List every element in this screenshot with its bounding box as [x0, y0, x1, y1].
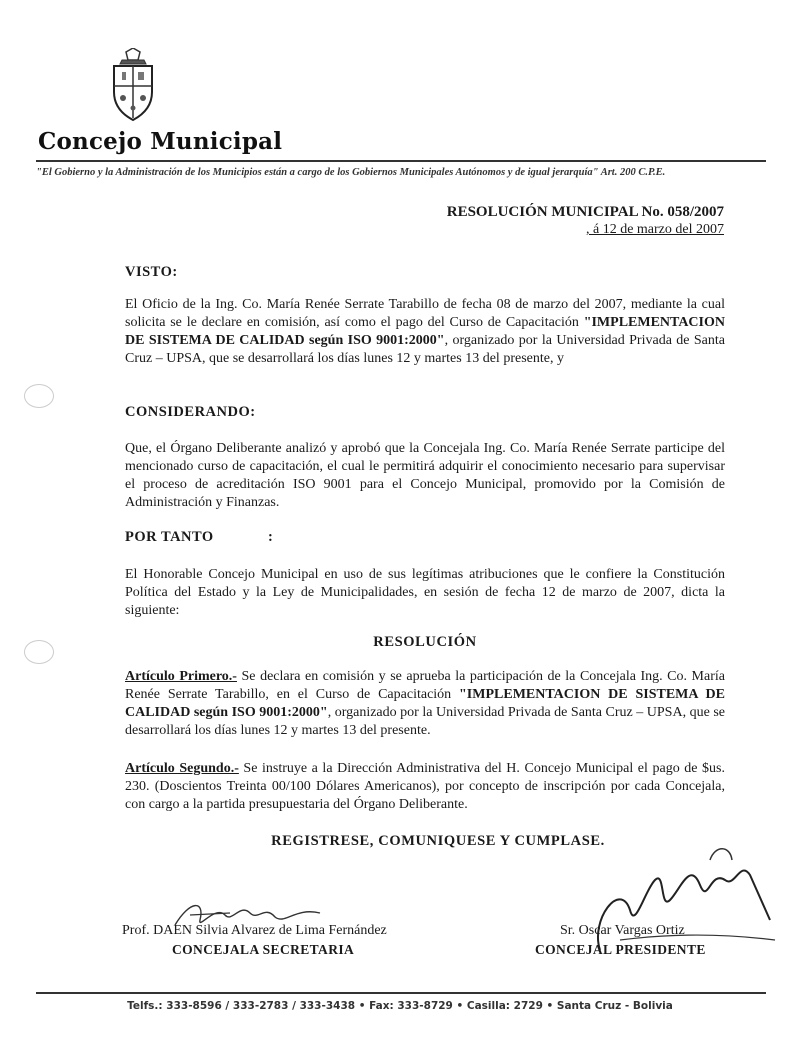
resolution-date: , á 12 de marzo del 2007: [585, 222, 724, 237]
header-divider: [36, 160, 766, 162]
articulo-segundo-text: Se instruye a la Dirección Administrativa del H. Concejo Municipal el pago de $us. 230. (Doscientos Treinta 00/100 Dólares Americanos), por concepto de inscripción por cada Concejala, con cargo a la partida presupuestaria del Órgano Deliberante.: [125, 761, 725, 812]
visto-paragraph: [125, 296, 725, 368]
articulo-primero-course-title: "IMPLEMENTACION DE SISTEMA DE CALIDAD según ISO 9001:2000": [125, 687, 726, 720]
signatory-right-title: CONCEJAL PRESIDENTE: [535, 942, 706, 957]
signatory-left-title: CONCEJALA SECRETARIA: [172, 942, 355, 957]
por-tanto-paragraph: El Honorable Concejo Municipal en uso de sus legítimas atribuciones que le confiere la Constitución Política del Estado y la Ley de Municipalidades, en sesión de fecha 12 de marzo de 2007, dicta la siguiente:: [125, 567, 725, 618]
signatory-right-name: Sr. Oscar Vargas Ortiz: [560, 923, 685, 938]
articulo-segundo: [125, 760, 725, 814]
footer-divider: [36, 992, 766, 994]
visto-heading: VISTO:: [125, 264, 178, 280]
punch-hole: [24, 384, 54, 408]
articulo-segundo-label: Artículo Segundo.-: [125, 761, 239, 776]
footer-contact: Telfs.: 333-8596 / 333-2783 / 333-3438 • Fax: 333-8729 • Casilla: 2729 • Santa Cruz - Bolivia: [127, 1000, 673, 1012]
closing-formula: REGISTRESE, COMUNIQUESE Y CUMPLASE.: [271, 833, 605, 849]
visto-text-1: El Oficio de la Ing. Co. María Renée Serrate Tarabillo de fecha 08 de marzo del 2007, mediante la cual solicita se le declare en comisión, así como el pago del Curso de Capacitación: [125, 297, 725, 330]
header-motto: "El Gobierno y la Administración de los Municipios están a cargo de los Gobiernos Municipales Autónomos y de igual jerarquía" Art. 200 C.P.E.: [36, 167, 666, 178]
signatory-left-name: Prof. DAEN Silvia Alvarez de Lima Fernández: [122, 923, 387, 938]
articulo-primero-text-1: Se declara en comisión y se aprueba la participación de la Concejala Ing. Co. María Renée Serrate Tarabillo, en el Curso de Capacitación: [125, 669, 725, 702]
resolution-number: RESOLUCIÓN MUNICIPAL No. 058/2007: [446, 204, 724, 220]
org-name: Concejo Municipal: [38, 128, 283, 155]
visto-text-2: , organizado por la Universidad Privada de Santa Cruz – UPSA, que se desarrollará los días lunes 12 y martes 13 del presente, y: [125, 333, 726, 366]
por-tanto-colon: :: [268, 529, 274, 545]
considerando-paragraph: Que, el Órgano Deliberante analizó y aprobó que la Concejala Ing. Co. María Renée Serrate participe del mencionado curso de capacitación, el cual le permitirá adquirir el conocimiento necesario para supervisar el proceso de acreditación ISO 9001 para el Concejo Municipal, promovido por la Comisión de Administración y Finanzas.: [125, 441, 725, 510]
por-tanto-heading: POR TANTO: [125, 529, 214, 545]
visto-course-title: "IMPLEMENTACION DE SISTEMA DE CALIDAD según ISO 9001:2000": [125, 315, 725, 348]
considerando-heading: CONSIDERANDO:: [125, 404, 256, 420]
resolucion-heading: RESOLUCIÓN: [373, 634, 477, 650]
coat-of-arms-icon: [108, 48, 158, 124]
articulo-primero-label: Artículo Primero.-: [125, 669, 237, 684]
articulo-primero: [125, 668, 725, 740]
articulo-primero-text-2: , organizado por la Universidad Privada de Santa Cruz – UPSA, que se desarrollará los días lunes 12 y martes 13 del presente.: [125, 705, 725, 738]
